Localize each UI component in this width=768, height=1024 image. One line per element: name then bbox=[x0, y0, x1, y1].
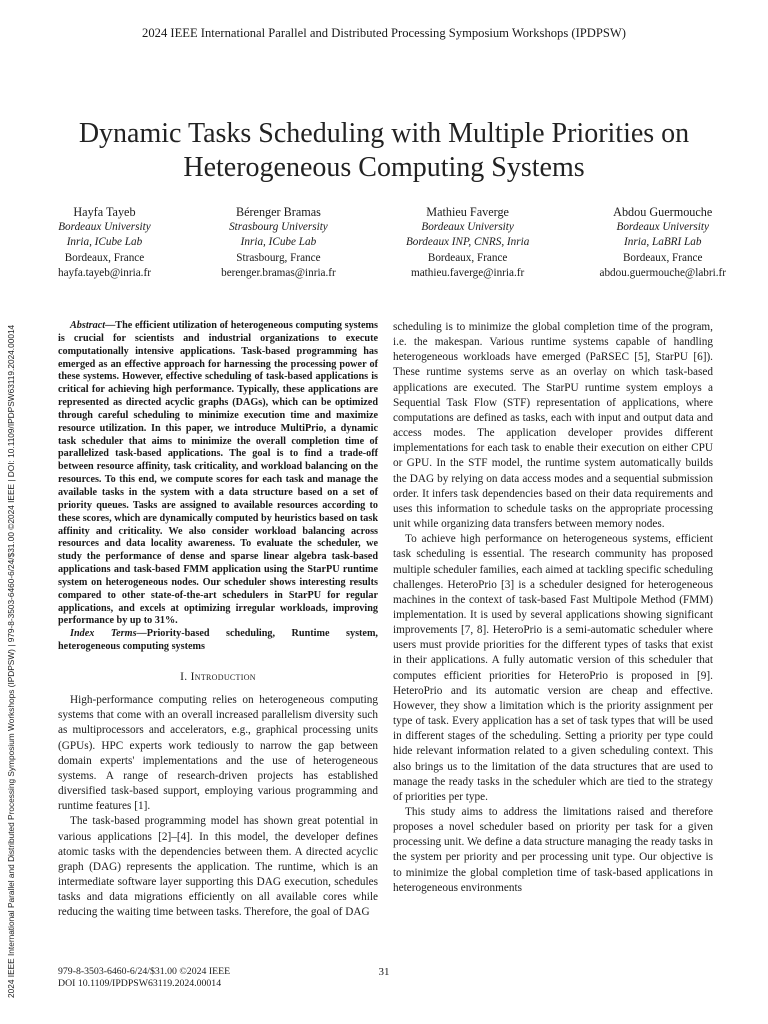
author-name: Bérenger Bramas bbox=[235, 205, 321, 219]
body-paragraph: scheduling is to minimize the global completion time of the program, i.e. the makespan. Various runtime systems capable of handling heterogeneous workloads have emerged (PaRSEC [5], StarPU [6]). These runtime systems serve as an overlay on which task-based applications are executed. The StarPU runtime system employs a Sequential Task Flow (STF) representation of applications, where computations are defined as tasks, each with input and output data and access modes. The application developer provides different implementations for each task to enable their execution on either CPU or GPU. In the STF model, the runtime system automatically builds the DAG by relying on data access modes and a sequential submission order. It infers task dependencies based on their data requirements and uses this information to schedule tasks on the appropriate processing unit while organizing data transfers between memory nodes. bbox=[393, 321, 713, 531]
author-location: Bordeaux, France bbox=[427, 251, 508, 264]
abstract-lead: Abstract bbox=[70, 320, 106, 331]
footer-isbn: 979-8-3503-6460-6/24/$31.00 ©2024 IEEE bbox=[58, 966, 231, 977]
right-column bbox=[393, 320, 713, 896]
section-heading bbox=[58, 670, 378, 685]
author-name: Hayfa Tayeb bbox=[73, 205, 136, 219]
section-number: I. bbox=[180, 670, 188, 683]
author-4 bbox=[599, 205, 725, 281]
author-location: Strasbourg, France bbox=[236, 251, 321, 264]
author-name: Abdou Guermouche bbox=[613, 205, 713, 219]
author-affiliation: Inria, ICube Lab bbox=[240, 236, 317, 249]
page-number: 31 bbox=[378, 966, 390, 978]
body-paragraph: The task-based programming model has shown great potential in various applications [2]–[4]. In this model, the developer defines atomic tasks with the dependencies between them. A directed acyclic graph (DAG) represents the application. The runtime, which is an intermediate software layer supporting this DAG execution, schedules tasks and data migrations efficiently on all available cores while reducing the waiting time between tasks. Therefore, the goal of DAG bbox=[58, 815, 378, 919]
author-email: hayfa.tayeb@inria.fr bbox=[58, 266, 151, 279]
footer-doi: DOI 10.1109/IPDPSW63119.2024.00014 bbox=[58, 978, 222, 989]
author-affiliation: Inria, LaBRI Lab bbox=[624, 236, 702, 249]
conference-header: 2024 IEEE International Parallel and Distributed Processing Symposium Workshops (IPDPSW) bbox=[142, 26, 626, 40]
body-paragraph: To achieve high performance on heterogeneous systems, efficient task scheduling is essential. The research community has proposed multiple scheduler families, each aimed at tackling specific scheduling challenges. HeteroPrio [3] is a scheduler designed for heterogeneous machines in the context of task-based Fast Multipole Method (FMM) implementation. It is used by several applications showing significant improvements [7, 8]. HeteroPrio is a semi-automatic scheduler where users must provide priorities for the different types of tasks that exist in their applications. A fully automatic version of this scheduler that computes efficient priorities for HeteroPrio is proposed in [9]. HeteroPrio and its automatic version are cheap and effective. However, they show a limitation which is the priority assignment per type of task. Every application has a set of task types that will be used in different stages of the scheduling. Setting a priority per type could hide relevant information related to a given scheduling context. This also brings us to the limitation of the data structures that are used to manage the ready tasks in the scheduler which are tied to the strategy of priorities per type. bbox=[393, 533, 713, 803]
author-location: Bordeaux, France bbox=[622, 251, 703, 264]
author-affiliation: Strasbourg University bbox=[229, 221, 328, 234]
author-affiliation: Inria, ICube Lab bbox=[66, 236, 143, 249]
author-location: Bordeaux, France bbox=[64, 251, 145, 264]
body-paragraph: High-performance computing relies on heterogeneous computing systems that come with an overall increased parallelism diversity such as multiprocessors and accelerators, e.g., graphical processing units (GPUs). HPC experts work tediously to narrow the gap between domain experts' implementations and the use of heterogeneous systems. A range of research-driven projects has established diversified task-based support, employing various programming and runtime features [1]. bbox=[58, 694, 378, 813]
abstract-text: —The efficient utilization of heterogeneous computing systems is crucial for scientists and industrial organizations to execute computationally intensive applications. Task-based programming has emerged as an effective approach for harnessing the processing power of these systems. However, effective scheduling of task-based applications is critical for achieving high performance. Typically, these applications are represented as directed acyclic graphs (DAGs), which can be optimized through careful scheduling to minimize execution time and maximize resource utilization. In this paper, we introduce MultiPrio, a dynamic task scheduler that aims to minimize the overall completion time of parallelized task-based applications. The goal is to find a trade-off between resource affinity, task criticality, and workload balancing on the resources. To this end, we compute scores for each task and manage the available tasks in the system with a data structure based on a set of priority queues. Tasks are assigned to available resources according to these scores, which are dynamically computed by heuristics based on task affinity and criticality. We also consider workload balancing across resources and data locality awareness. To evaluate the scheduler, we study the performance of dense and sparse linear algebra task-based applications and task-based FMM application using the StarPU runtime system on heterogeneous nodes. Our scheduler shows interesting results compared to other state-of-the-art schedulers in StarPU for regular applications, and excels at optimizing irregular workloads, improving performance by up to 31%. bbox=[58, 320, 378, 627]
side-strip-doi: 2024 IEEE International Parallel and Distributed Processing Symposium Workshops (IPDPSW) | 979-8-3503-6460-6/24/$31.00 ©2024 IEEE | DOI: 10.1109/IPDPSW63119.2024.00014 bbox=[6, 324, 16, 998]
author-2 bbox=[221, 205, 336, 281]
author-affiliation: Bordeaux University bbox=[58, 221, 151, 234]
author-block bbox=[58, 205, 726, 281]
author-affiliation: Bordeaux University bbox=[421, 221, 514, 234]
index-terms bbox=[58, 628, 378, 654]
author-1 bbox=[58, 205, 151, 281]
author-email: abdou.guermouche@labri.fr bbox=[599, 266, 726, 279]
section-title: Introduction bbox=[190, 670, 256, 683]
author-affiliation: Bordeaux INP, CNRS, Inria bbox=[405, 236, 530, 249]
left-column bbox=[58, 320, 378, 920]
author-name: Mathieu Faverge bbox=[426, 205, 509, 219]
paper-title: Dynamic Tasks Scheduling with Multiple Priorities on Heterogeneous Computing Systems bbox=[78, 118, 690, 183]
index-terms-text: —Priority-based scheduling, Runtime system, heterogeneous computing systems bbox=[58, 628, 378, 653]
author-affiliation: Bordeaux University bbox=[616, 221, 709, 234]
author-3 bbox=[406, 205, 529, 281]
author-email: berenger.bramas@inria.fr bbox=[221, 266, 336, 279]
body-paragraph: This study aims to address the limitations raised and therefore proposes a novel scheduler based on priority per task for a given processing unit. We define a data structure managing the ready tasks in the system per priority and per processing unit type. Our objective is to minimize the global completion time of task-based applications in heterogeneous environments bbox=[393, 806, 713, 894]
abstract bbox=[58, 320, 378, 628]
index-terms-lead: Index Terms bbox=[70, 628, 137, 640]
author-email: mathieu.faverge@inria.fr bbox=[411, 266, 525, 279]
